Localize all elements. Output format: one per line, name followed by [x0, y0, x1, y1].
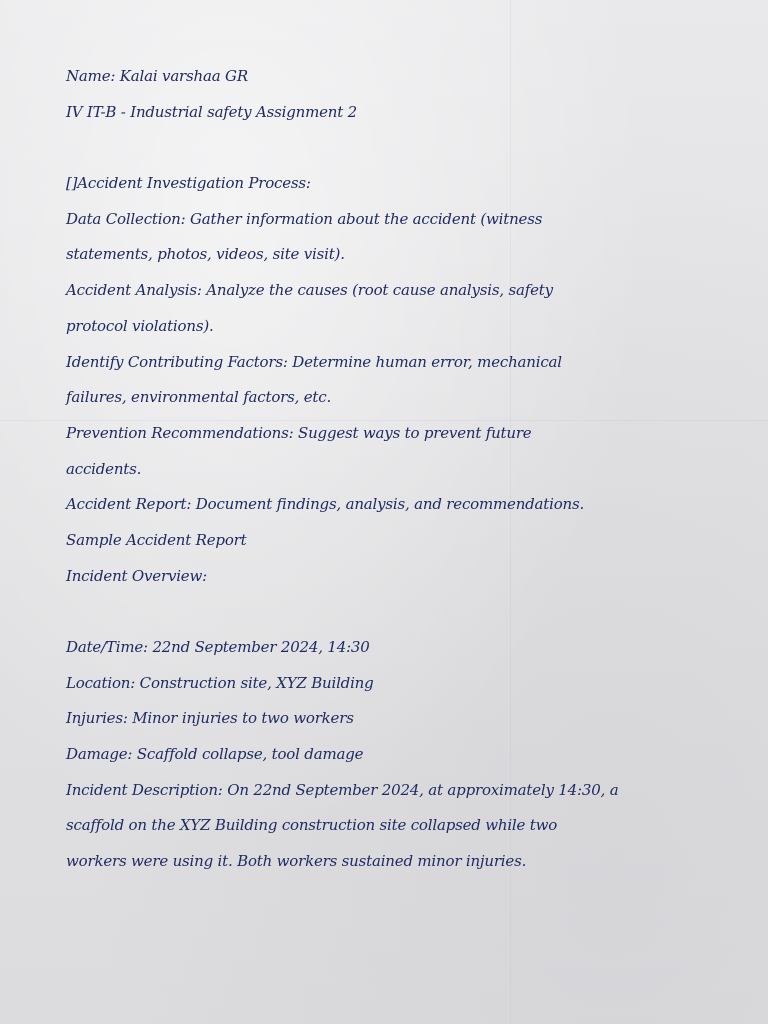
- text-line: Prevention Recommendations: Suggest ways to prevent future: [66, 423, 532, 442]
- text-line: Data Collection: Gather information about the accident (witness: [66, 209, 543, 228]
- incident-description-line: scaffold on the XYZ Building construction site collapsed while two: [66, 816, 558, 835]
- student-name-line: Name: Kalai varshaa GR: [66, 67, 248, 85]
- text-line: protocol violations).: [66, 316, 214, 335]
- text-line: statements, photos, videos, site visit).: [66, 245, 345, 264]
- section-heading-investigation: []Accident Investigation Process:: [66, 174, 311, 193]
- text-line: failures, environmental factors, etc.: [66, 388, 332, 407]
- text-line: Accident Report: Document findings, analysis, and recommendations.: [66, 495, 585, 514]
- blank-line: [66, 594, 736, 630]
- text-line: Identify Contributing Factors: Determine human error, mechanical: [66, 352, 562, 371]
- incident-description-line: workers were using it. Both workers sustained minor injuries.: [66, 852, 527, 871]
- text-line: Accident Analysis: Analyze the causes (root cause analysis, safety: [66, 281, 553, 300]
- incident-description-line: Incident Description: On 22nd September 2024, at approximately 14:30, a: [66, 780, 619, 799]
- handwritten-assignment: [66, 59, 736, 880]
- assignment-title-line: IV IT-B - Industrial safety Assignment 2: [66, 102, 357, 121]
- section-heading-sample-report: Sample Accident Report: [66, 530, 247, 549]
- section-heading-incident-overview: Incident Overview:: [66, 566, 207, 585]
- incident-injuries-line: Injuries: Minor injuries to two workers: [66, 709, 354, 728]
- incident-damage-line: Damage: Scaffold collapse, tool damage: [66, 745, 364, 764]
- text-line: accidents.: [66, 459, 142, 478]
- incident-datetime-line: Date/Time: 22nd September 2024, 14:30: [66, 638, 370, 656]
- incident-location-line: Location: Construction site, XYZ Building: [66, 673, 374, 692]
- blank-line: [66, 130, 736, 166]
